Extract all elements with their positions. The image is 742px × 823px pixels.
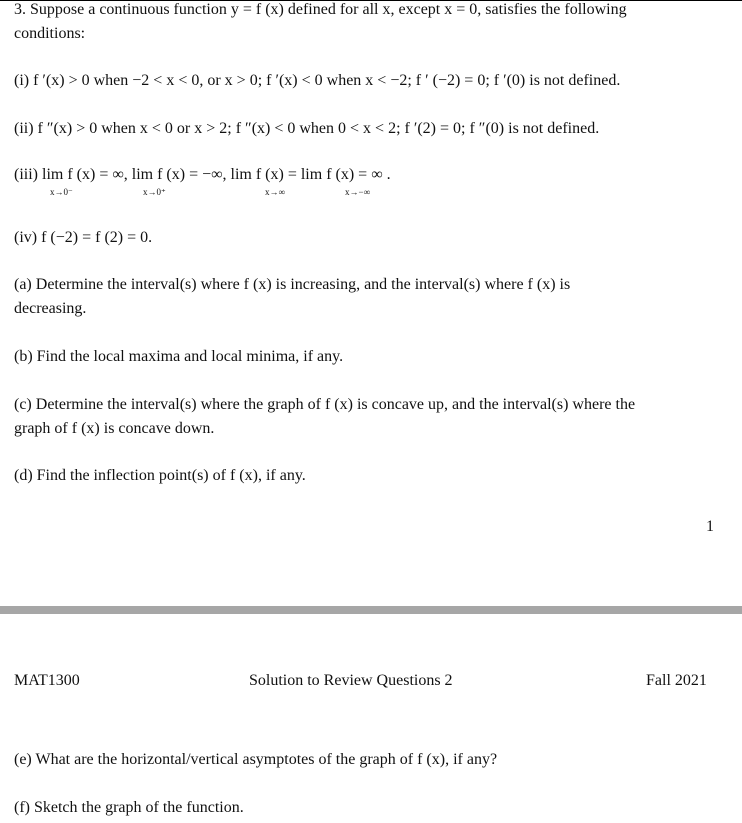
part-d: (d) Find the inflection point(s) of f (x), if any.	[14, 467, 306, 484]
limit-sub-2: x→0⁺	[143, 187, 166, 197]
page-number: 1	[706, 518, 714, 535]
part-c-line2: graph of f (x) is concave down.	[14, 420, 215, 437]
condition-i: (i) f ′(x) > 0 when −2 < x < 0, or x > 0; f ′(x) < 0 when x < −2; f ′ (−2) = 0; f ′(0) is not defined.	[14, 72, 621, 89]
page-separator	[0, 606, 742, 614]
part-a-line1: (a) Determine the interval(s) where f (x) is increasing, and the interval(s) where f (x) is	[14, 276, 571, 293]
header-course: MAT1300	[14, 672, 80, 689]
part-f: (f) Sketch the graph of the function.	[14, 799, 244, 816]
condition-ii: (ii) f ″(x) > 0 when x < 0 or x > 2; f ″(x) < 0 when 0 < x < 2; f ′(2) = 0; f ″(0) is not defined.	[14, 120, 600, 137]
part-a-line2: decreasing.	[14, 300, 87, 317]
part-c-line1: (c) Determine the interval(s) where the graph of f (x) is concave up, and the interval(s) where the	[14, 396, 636, 413]
header-title: Solution to Review Questions 2	[249, 672, 453, 689]
condition-iii: (iii) lim f (x) = ∞, lim f (x) = −∞, lim f (x) = lim f (x) = ∞ .	[14, 166, 391, 183]
part-b: (b) Find the local maxima and local minima, if any.	[14, 348, 344, 365]
limit-sub-1: x→0⁻	[50, 187, 73, 197]
part-e: (e) What are the horizontal/vertical asymptotes of the graph of f (x), if any?	[14, 751, 498, 768]
question-intro-line2: conditions:	[14, 25, 86, 42]
question-intro-line1: 3. Suppose a continuous function y = f (x) defined for all x, except x = 0, satisfies the following	[14, 1, 627, 18]
header-term: Fall 2021	[646, 672, 707, 689]
condition-iv: (iv) f (−2) = f (2) = 0.	[14, 229, 153, 246]
limit-sub-4: x→−∞	[345, 187, 370, 197]
limit-sub-3: x→∞	[265, 187, 285, 197]
